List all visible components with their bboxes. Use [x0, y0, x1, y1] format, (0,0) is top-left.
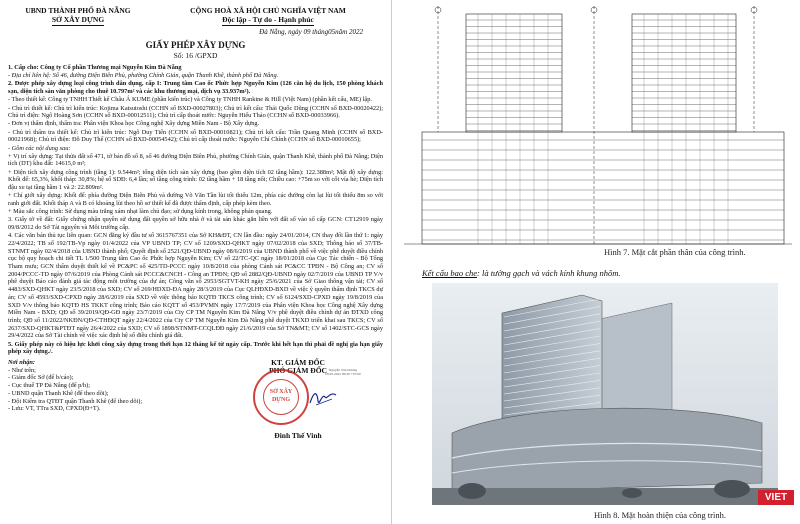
- recipient-item: - Như trên;: [8, 366, 36, 374]
- recipient-item: - UBND quận Thanh Khê (để theo dõi);: [8, 389, 109, 397]
- enclosure-note: [422, 268, 621, 278]
- signature-block: [213, 359, 383, 440]
- paragraph: - Địa chỉ liên hệ: Số 46, đường Điện Biên Phủ, phường Chính Gián, quận Thanh Khê, thành phố Đà Nẵng.: [8, 72, 279, 80]
- document-date: Đà Nẵng, ngày 09 tháng05năm 2022: [259, 28, 363, 36]
- republic-name: CỘNG HOÀ XÃ HỘI CHỦ NGHĨA VIỆT NAM: [190, 6, 346, 15]
- document-body: [8, 64, 383, 356]
- vietnamnet-logo: VIET: [758, 490, 794, 505]
- recipient-item: - Lưu: VT, TTra SXD, CPXD(Đ+T).: [8, 405, 101, 413]
- tower-b-outline: [632, 14, 736, 132]
- stamp-inner: [263, 379, 299, 415]
- document-number: Số: 16 /GPXD: [173, 51, 218, 60]
- sign-title-2: PHÓ GIÁM ĐỐC: [269, 365, 327, 375]
- stamp-text: SỞ XÂY DỰNG: [269, 389, 293, 404]
- paragraph: + Chỉ giới xây dựng: Khối đế: phía đường Điện Biên Phủ và đường Võ Văn Tần lùi tối thiểu 12m, phía các đường còn lại lùi tối thiểu 8m so với ranh giới đất. Khối tháp A và B có khoảng lùi theo hồ sơ thiết kế đã được thẩm định, cấp phép kèm theo.: [8, 192, 383, 207]
- paragraph: 2. Được phép xây dựng loại công trình dân dụng, cấp I: Trung tâm Cao ốc Phức hợp Nguyễn Kim (126 căn hộ du lịch, 150 phòng khách sạn, diện tích sàn văn phòng cho thuê 10.797m² và các khu thương mại, dịch vụ 33.937m²).: [8, 80, 383, 96]
- paragraph: - Chủ trì thẩm tra thiết kế: Chủ trì kiến trúc: Ngô Duy Tiến (CCHN số BXD-00010821); Chủ trì kết cấu: Trần Quang Minh (CCHN số BXD-00021968); Chủ trì điện: Đỗ Duy Thể (CCHN số BXD-00054542); Chủ trì cấp thoát nước: Nguyễn Chí Chính (CCHN số BXD-00010655);: [8, 128, 383, 144]
- paragraph: 4. Các văn bản thủ tục liên quan: GCN đăng ký đầu tư số 3615767351 của Sở KH&ĐT, CN lần đầu: ngày 24/01/2014, CN thay đổi lần thứ 1: ngày 22/4/2022; TB số 192/TB-Vp ngày 01/4/2022 của VP UBND TP; CV số 1209/SXD-QHKT ngày 07/02/2018 của SXD; Thông báo số 37/TB-STNMT ngày 02/4/2018 của UBND thành phố; Quyết định số 2521/QĐ-UBND ngày 08/6/2019 của UBND thành phố về việc phê duyệt điều chỉnh cục bộ quy hoạch chi tiết TL 1/500 Trung tâm Cao ốc Phức hợp Nguyễn Kim; CV số 22/TC-QC ngày 18/01/2018 của Cục Tác chiến - Bộ Tổng Tham mưu; GCN thẩm duyệt thiết kế về PC&PC số 425/TD-PCCC ngày 10/8/2018 của phòng Cảnh sát PC&CC TPĐN - Bộ Công an; CV số 2004/PCCC-TD ngày 07/6/2019 của Phòng Cảnh sát PCCC&CNCH - Công an TPĐN; QĐ số 2882/QĐ-UBND ngày 02/7/2019 của UBND TP V/v phê duyệt Báo cáo đánh giá tác động môi trường của dự án; Công văn số 2953/SGTVT-KH ngày 25/6/2021 của Sở Giao thông vận tải; CV số 4483/SXD-QHKT ngày 23/5/2018 của SXD; CV số 269/HDXD-ĐA ngày 28/3/2019 của Cục QLHĐXD-BXD về việc ý quyền thẩm định TKCS dự án; CV số 4593/SXD-CPXD ngày 28/6/2019 của SXD về việc thông báo KQTĐ TKCS công trình; CV số 6124/SXD-CPXD ngày 19/8/2019 của SXD V/v thông báo KQTĐ HS TKKT công trình; Báo cáo KQTT số 453/PVMN ngày 17/7/2019 của Phân viện Khoa học Công nghệ Xây dựng Miền Nam - BXD; QĐ số 39/2019/QĐ-GĐ ngày 23/7/2019 của Cty CP TM Nguyễn Kim Đà Nẵng V/v phê duyệt điều chỉnh dự án ĐTXD công trình; QĐ số 11/2022/NKĐN/QĐ-CTHĐQT ngày 22/4/2022 của Cty CP TM Nguyễn Kim Đà Nẵng phê duyệt TKXD triển khai sau TKCS; CV số 2637/SXD-QHKT&PTĐT ngày 26/4/2022 của SXD; CV số 1898/STNMT-CCQLĐĐ ngày 21/6/2019 của Sở TN&MT; CV số 1402/STC-GCS ngày 29/4/2022 của Sở Tài chính về việc xác định hệ số điều chỉnh giá đất.: [8, 232, 383, 340]
- drawings-page: [392, 0, 800, 524]
- handwritten-signature: [308, 387, 338, 409]
- document-footer: [8, 359, 383, 440]
- official-stamp: [253, 369, 309, 425]
- note-label: Kết cấu bao che: [422, 268, 477, 278]
- note-text: : là tường gạch và vách kính khung nhôm.: [477, 268, 621, 278]
- building-permit-document: [0, 0, 392, 524]
- podium-outline: [422, 132, 784, 244]
- paragraph: - Đơn vị thẩm định, thẩm tra: Phân viện Khoa học Công nghệ Xây dựng Miền Nam - Bộ Xây dựng.: [8, 120, 260, 128]
- national-motto: Độc lập - Tự do - Hạnh phúc: [222, 15, 314, 24]
- national-header: [153, 6, 383, 26]
- tower-a-outline: [466, 14, 562, 132]
- paragraph: 1. Cấp cho: Công ty Cổ phần Thương mại Nguyễn Kim Đà Nẵng: [8, 64, 182, 71]
- digital-signature-note: Nguyễn Văn Dương 09.05.2022 09:20 +07:00: [325, 368, 361, 377]
- paragraph: + Vị trí xây dựng: Tại thửa đất số 471, tờ bản đồ số 8, số 46 đường Điện Biên Phủ, phường Chính Gián, quận Thanh Khê, thành phố Đà Nẵng; Diện tích (DT) khu đất: 14615,0 m²;: [8, 152, 383, 168]
- paragraph: 3. Giấy tờ về đất: Giấy chứng nhận quyền sử dụng đất quyền sở hữu nhà ở và tài sản khác gắn liền với đất số vào sổ cấp GCN: CT12919 ngày 09/8/2012 do Sở Tài nguyên và Môi trường cấp.: [8, 216, 383, 232]
- agency-line1: UBND THÀNH PHỐ ĐÀ NẴNG: [25, 6, 131, 15]
- paragraph: 5. Giấy phép này có hiệu lực khởi công xây dựng trong thời hạn 12 tháng kể từ ngày cấp. Trước khi hết hạn thì phải đề nghị gia hạn giấy phép xây dựng./.: [8, 340, 383, 356]
- paragraph: + Diện tích xây dựng công trình (tầng 1): 9.544m²; tổng diện tích sàn xây dựng (bao gồm diện tích 02 tầng hầm): 122.388m²; Mật độ xây dựng: Khối đế: 65,3%, khối tháp: 30,8%; hệ số SDĐ: 6,4 lần; số tầng công trình: 02 tầng hầm + 18 tầng nổi; Chiều cao: +75m so với cốt vỉa hè; Diện tích đậu xe tại tầng hầm 1 và 2: 22.809m².: [8, 168, 383, 192]
- section-elevation-drawing: [404, 6, 792, 248]
- figure-8-caption: Hình 8. Mặt hoàn thiện của công trình.: [594, 510, 726, 520]
- issuing-agency: [8, 6, 148, 26]
- agency-line2: SỞ XÂY DỰNG: [51, 15, 105, 24]
- recipients-block: [8, 359, 168, 440]
- figure-7-caption: Hình 7. Mặt cắt phần thân của công trình.: [604, 247, 746, 257]
- building-rendering: [432, 283, 778, 505]
- document-header: [8, 6, 383, 26]
- sign-title-1: KT. GIÁM ĐỐC: [271, 358, 325, 368]
- recipient-item: - Đội Kiểm tra QTĐT quận Thanh Khê (để theo dõi);: [8, 397, 143, 405]
- document-title: GIẤY PHÉP XÂY DỰNG: [145, 40, 246, 50]
- paragraph: - Gồm các nội dung sau:: [8, 144, 71, 152]
- recipients-title: Nơi nhận:: [8, 359, 36, 367]
- paragraph: + Màu sắc công trình: Sử dụng màu trắng xám nhạt làm chủ đạo; sử dụng kính trong, không phản quang.: [8, 208, 273, 216]
- signer-name: Đinh Thế Vinh: [274, 431, 322, 441]
- recipient-item: - Giám đốc Sở (để b/cáo);: [8, 374, 74, 382]
- paragraph: - Theo thiết kế: Công ty TNHH Thiết kế Châu Á KUME (phần kiến trúc) và Công ty TNHH Rankine & Hill (Việt Nam) (phần kết cấu, ME) lập.: [8, 96, 372, 104]
- paragraph: - Chủ trì thiết kế: Chủ trì kiến trúc: Kojima Katsutoshi (CCHN số BXD-00027803); Chủ trì kết cấu: Thái Quốc Dũng (CCHN số BXD-00020422); Chủ trì điện: Ngô Hoàng Sơn (CCHN số BXD-00012511); Chủ trì cấp thoát nước: Nguyễn Hiếu Thảo (CCHN số BXD-00033966).: [8, 104, 383, 120]
- recipient-item: - Cục thuế TP Đà Nẵng (để p/h);: [8, 382, 91, 390]
